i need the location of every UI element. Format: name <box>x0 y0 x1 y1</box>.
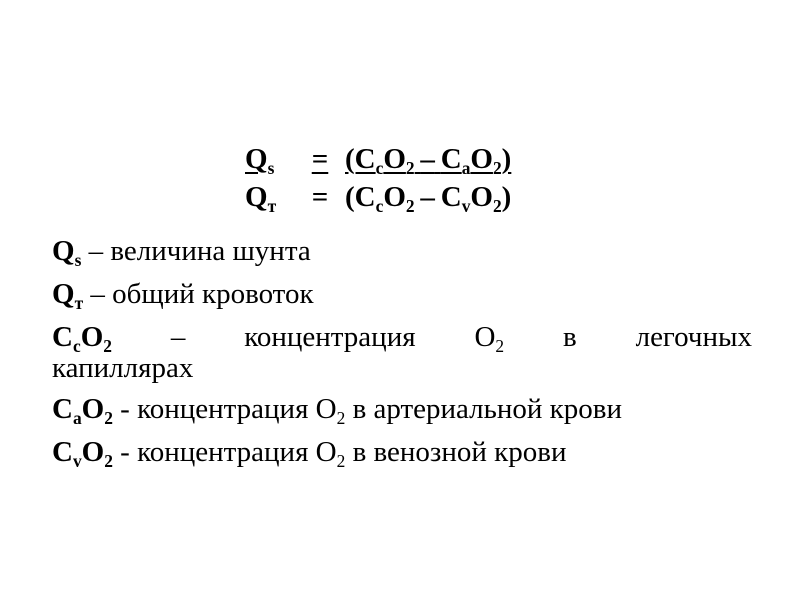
definition-text: – величина шунта <box>81 235 311 267</box>
definition-word: $O_2$ <box>474 321 505 357</box>
definition-word: концентрация <box>244 321 416 353</box>
term-cco2: $C_cO_2$ <box>52 321 112 357</box>
definition-qs <box>52 235 752 271</box>
definition-cao2 <box>52 393 752 429</box>
denominator-equals: = <box>311 180 329 213</box>
definition-cco2 <box>52 323 752 383</box>
definition-text: - концентрация $O_2$ в артериальной крови <box>112 393 622 429</box>
definition-word: легочных <box>635 321 752 353</box>
denominator-lhs: $Q_т$ <box>245 180 277 216</box>
shunt-formula <box>245 140 565 216</box>
definition-text: - концентрация $O_2$ в венозной крови <box>112 436 567 472</box>
numerator-equals: = <box>311 142 329 175</box>
numerator-lhs: $Q_s$ <box>245 142 275 178</box>
term-qs: $Q_s$ <box>52 235 82 271</box>
definition-text: – общий кровоток <box>83 278 314 310</box>
definition-cvo2 <box>52 436 752 472</box>
term-cao2: $C_aO_2$ <box>52 393 113 429</box>
definitions-list <box>52 237 752 481</box>
term-qt: $Q_т$ <box>52 278 84 314</box>
definition-word: – <box>170 321 186 353</box>
definition-word: в <box>563 321 577 353</box>
definition-continuation: капиллярах <box>52 352 194 384</box>
formula-denominator <box>245 178 565 216</box>
term-cvo2: $C_vO_2$ <box>52 436 113 472</box>
formula-numerator <box>245 140 565 178</box>
definition-qt <box>52 278 752 314</box>
numerator-rhs: $(C_cO_2 - C_aO_2)$ <box>345 142 512 178</box>
denominator-rhs: $(C_cO_2 - C_vO_2)$ <box>345 180 512 216</box>
definition-line <box>52 321 752 357</box>
